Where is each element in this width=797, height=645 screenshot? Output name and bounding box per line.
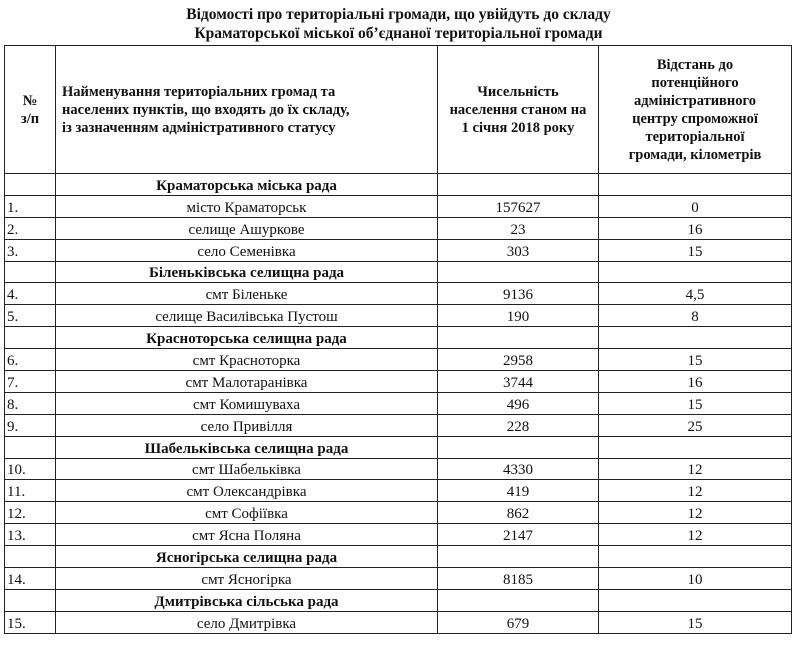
- table-group-row: [5, 174, 792, 196]
- row-number: 6.: [5, 349, 56, 371]
- table-row: [5, 414, 792, 436]
- table-row: [5, 392, 792, 414]
- population-value: 303: [438, 239, 599, 261]
- table-row: [5, 611, 792, 633]
- header-number: № з/п: [5, 46, 56, 174]
- header-population: Чисельність населення станом на 1 січня 2018 року: [438, 46, 599, 174]
- table-row: [5, 371, 792, 393]
- title-line-2: Краматорської міської об’єднаної територіальної громади: [194, 25, 603, 42]
- settlement-name: селище Ашуркове: [56, 217, 438, 239]
- settlement-name: смт Ясногірка: [56, 568, 438, 590]
- distance-value: 12: [599, 524, 792, 546]
- table-body: [5, 174, 792, 634]
- group-number-cell: [5, 546, 56, 568]
- settlement-name: смт Шабельківка: [56, 458, 438, 480]
- settlement-name: місто Краматорськ: [56, 195, 438, 217]
- group-number-cell: [5, 436, 56, 458]
- population-value: 419: [438, 480, 599, 502]
- group-number-cell: [5, 589, 56, 611]
- group-distance-cell: [599, 174, 792, 196]
- row-number: 9.: [5, 414, 56, 436]
- settlement-name: село Семенівка: [56, 239, 438, 261]
- header-distance: Відстань до потенційного адміністративного центру спроможної територіальної громади, кілометрів: [599, 46, 792, 174]
- group-population-cell: [438, 327, 599, 349]
- population-value: 8185: [438, 568, 599, 590]
- row-number: 8.: [5, 392, 56, 414]
- settlement-name: смт Біленьке: [56, 283, 438, 305]
- distance-value: 16: [599, 217, 792, 239]
- distance-value: 25: [599, 414, 792, 436]
- settlement-name: смт Ясна Поляна: [56, 524, 438, 546]
- group-population-cell: [438, 174, 599, 196]
- population-value: 2147: [438, 524, 599, 546]
- distance-value: 12: [599, 458, 792, 480]
- group-name: Красноторська селищна рада: [56, 327, 438, 349]
- settlement-name: селище Василівська Пустош: [56, 305, 438, 327]
- population-value: 3744: [438, 371, 599, 393]
- group-distance-cell: [599, 589, 792, 611]
- population-value: 679: [438, 611, 599, 633]
- table-row: [5, 195, 792, 217]
- distance-value: 15: [599, 611, 792, 633]
- group-name: Дмитрівська сільська рада: [56, 589, 438, 611]
- header-name: Найменування територіальних громад та населених пунктів, що входять до їх складу, із зазначенням адміністративного статусу: [56, 46, 438, 174]
- table-row: [5, 217, 792, 239]
- table-row: [5, 239, 792, 261]
- settlement-name: смт Софіївка: [56, 502, 438, 524]
- group-distance-cell: [599, 436, 792, 458]
- table-group-row: [5, 546, 792, 568]
- distance-value: 12: [599, 502, 792, 524]
- communities-table: [4, 45, 792, 634]
- row-number: 3.: [5, 239, 56, 261]
- group-number-cell: [5, 327, 56, 349]
- group-distance-cell: [599, 261, 792, 283]
- distance-value: 0: [599, 195, 792, 217]
- table-row: [5, 524, 792, 546]
- group-population-cell: [438, 436, 599, 458]
- settlement-name: смт Малотаранівка: [56, 371, 438, 393]
- document-title: [0, 0, 797, 40]
- group-name: Біленьківська селищна рада: [56, 261, 438, 283]
- distance-value: 15: [599, 349, 792, 371]
- row-number: 5.: [5, 305, 56, 327]
- distance-value: 15: [599, 392, 792, 414]
- group-distance-cell: [599, 546, 792, 568]
- group-name: Краматорська міська рада: [56, 174, 438, 196]
- settlement-name: смт Красноторка: [56, 349, 438, 371]
- population-value: 9136: [438, 283, 599, 305]
- row-number: 10.: [5, 458, 56, 480]
- distance-value: 12: [599, 480, 792, 502]
- table-group-row: [5, 327, 792, 349]
- settlement-name: смт Олександрівка: [56, 480, 438, 502]
- population-value: 23: [438, 217, 599, 239]
- distance-value: 10: [599, 568, 792, 590]
- row-number: 4.: [5, 283, 56, 305]
- population-value: 862: [438, 502, 599, 524]
- distance-value: 4,5: [599, 283, 792, 305]
- settlement-name: смт Комишуваха: [56, 392, 438, 414]
- table-row: [5, 502, 792, 524]
- row-number: 12.: [5, 502, 56, 524]
- group-distance-cell: [599, 327, 792, 349]
- table-group-row: [5, 589, 792, 611]
- distance-value: 16: [599, 371, 792, 393]
- group-population-cell: [438, 546, 599, 568]
- table-row: [5, 283, 792, 305]
- row-number: 11.: [5, 480, 56, 502]
- population-value: 228: [438, 414, 599, 436]
- row-number: 1.: [5, 195, 56, 217]
- table-group-row: [5, 261, 792, 283]
- distance-value: 15: [599, 239, 792, 261]
- row-number: 2.: [5, 217, 56, 239]
- group-name: Шабельківська селищна рада: [56, 436, 438, 458]
- row-number: 13.: [5, 524, 56, 546]
- population-value: 157627: [438, 195, 599, 217]
- group-population-cell: [438, 589, 599, 611]
- settlement-name: село Дмитрівка: [56, 611, 438, 633]
- group-number-cell: [5, 261, 56, 283]
- table-header-row: [5, 46, 792, 174]
- row-number: 7.: [5, 371, 56, 393]
- group-name: Ясногірська селищна рада: [56, 546, 438, 568]
- table-group-row: [5, 436, 792, 458]
- table-row: [5, 568, 792, 590]
- table-row: [5, 458, 792, 480]
- row-number: 14.: [5, 568, 56, 590]
- distance-value: 8: [599, 305, 792, 327]
- population-value: 2958: [438, 349, 599, 371]
- group-number-cell: [5, 174, 56, 196]
- population-value: 190: [438, 305, 599, 327]
- group-population-cell: [438, 261, 599, 283]
- population-value: 496: [438, 392, 599, 414]
- title-line-1: Відомості про територіальні громади, що увійдуть до складу: [186, 6, 611, 23]
- table-row: [5, 305, 792, 327]
- population-value: 4330: [438, 458, 599, 480]
- table-row: [5, 349, 792, 371]
- row-number: 15.: [5, 611, 56, 633]
- table-row: [5, 480, 792, 502]
- settlement-name: село Привілля: [56, 414, 438, 436]
